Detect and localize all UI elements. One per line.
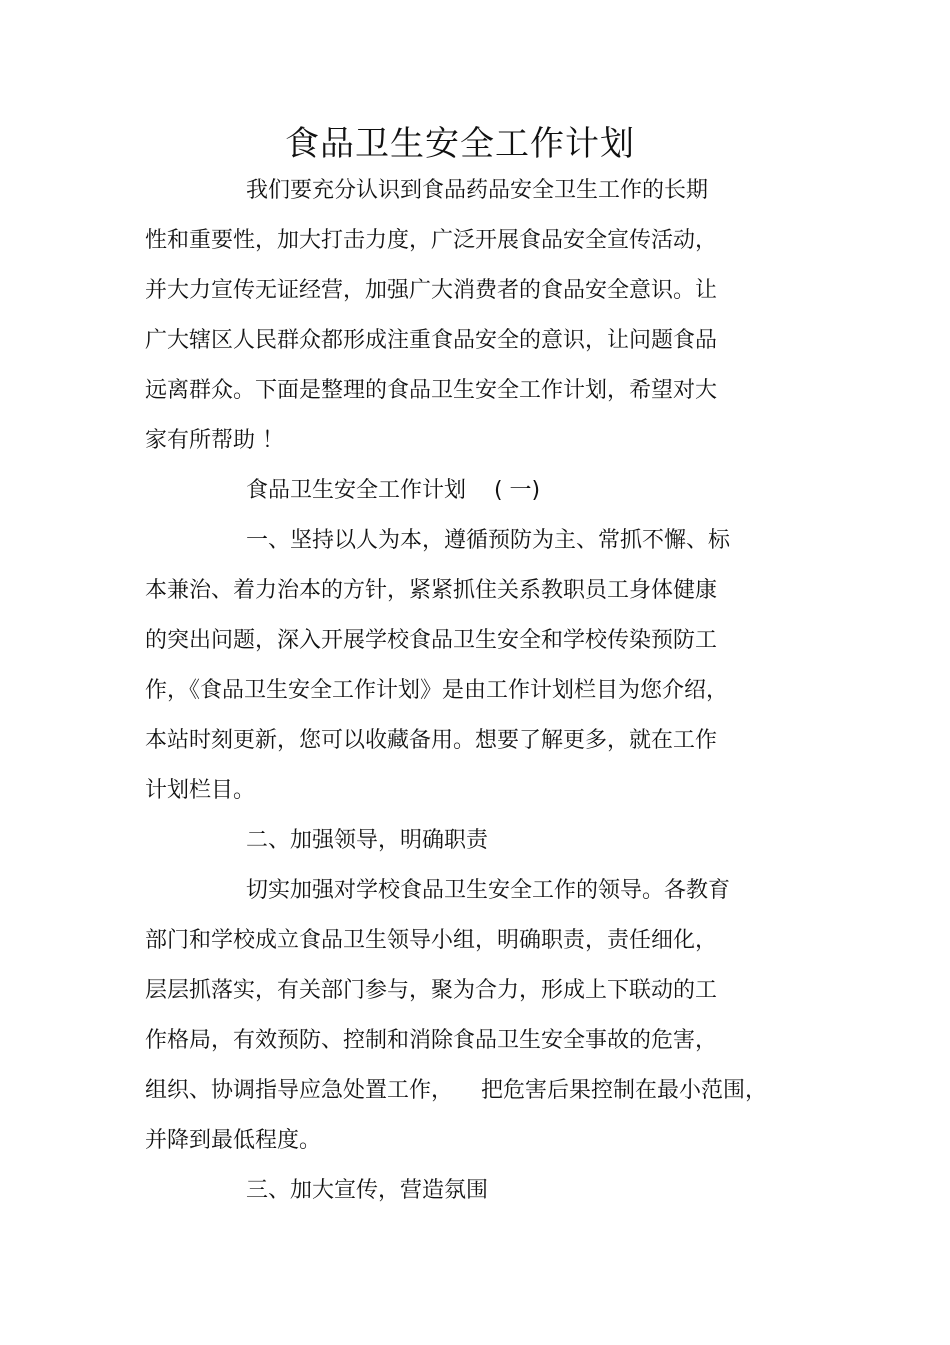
paragraph-line: 一、坚持以人为本，遵循预防为主、常抓不懈、标 — [246, 528, 731, 553]
paragraph-line: 本兼治、着力治本的方针，紧紧抓住关系教职员工身体健康 — [145, 578, 718, 603]
paragraph-line: 广大辖区人民群众都形成注重食品安全的意识，让问题食品 — [145, 328, 718, 353]
paragraph-line: 的突出问题，深入开展学校食品卫生安全和学校传染预防工 — [145, 628, 718, 653]
document-title: 食品卫生安全工作计划 — [285, 124, 635, 164]
section-heading: 二、加强领导，明确职责 — [246, 828, 489, 853]
section-heading: 食品卫生安全工作计划 ( 一) — [246, 478, 541, 503]
paragraph-line: 部门和学校成立食品卫生领导小组，明确职责，责任细化， — [145, 928, 718, 953]
paragraph-line: 远离群众。下面是整理的食品卫生安全工作计划，希望对大 — [145, 378, 718, 403]
paragraph-line: 并大力宣传无证经营，加强广大消费者的食品安全意识。让 — [145, 278, 718, 303]
paragraph-line: 层层抓落实，有关部门参与，聚为合力，形成上下联动的工 — [145, 978, 718, 1003]
paragraph-line: 性和重要性，加大打击力度，广泛开展食品安全宣传活动， — [145, 228, 718, 253]
paragraph-line: 本站时刻更新，您可以收藏备用。想要了解更多，就在工作 — [145, 728, 718, 753]
paragraph-line: 作格局，有效预防、控制和消除食品卫生安全事故的危害， — [145, 1028, 718, 1053]
paragraph-line: 家有所帮助 ！ — [145, 428, 284, 453]
paragraph-line: 并降到最低程度。 — [145, 1128, 322, 1153]
paragraph-line: 切实加强对学校食品卫生安全工作的领导。各教育 — [246, 878, 731, 903]
paragraph-line: 计划栏目。 — [145, 778, 256, 803]
paragraph-line: 组织、协调指导应急处置工作， 把危害后果控制在最小范围， — [145, 1078, 767, 1103]
paragraph-line: 作，《食品卫生安全工作计划》是由工作计划栏目为您介绍， — [145, 678, 729, 703]
paragraph-line: 我们要充分认识到食品药品安全卫生工作的长期 — [246, 178, 709, 203]
section-heading: 三、加大宣传，营造氛围 — [246, 1178, 489, 1203]
